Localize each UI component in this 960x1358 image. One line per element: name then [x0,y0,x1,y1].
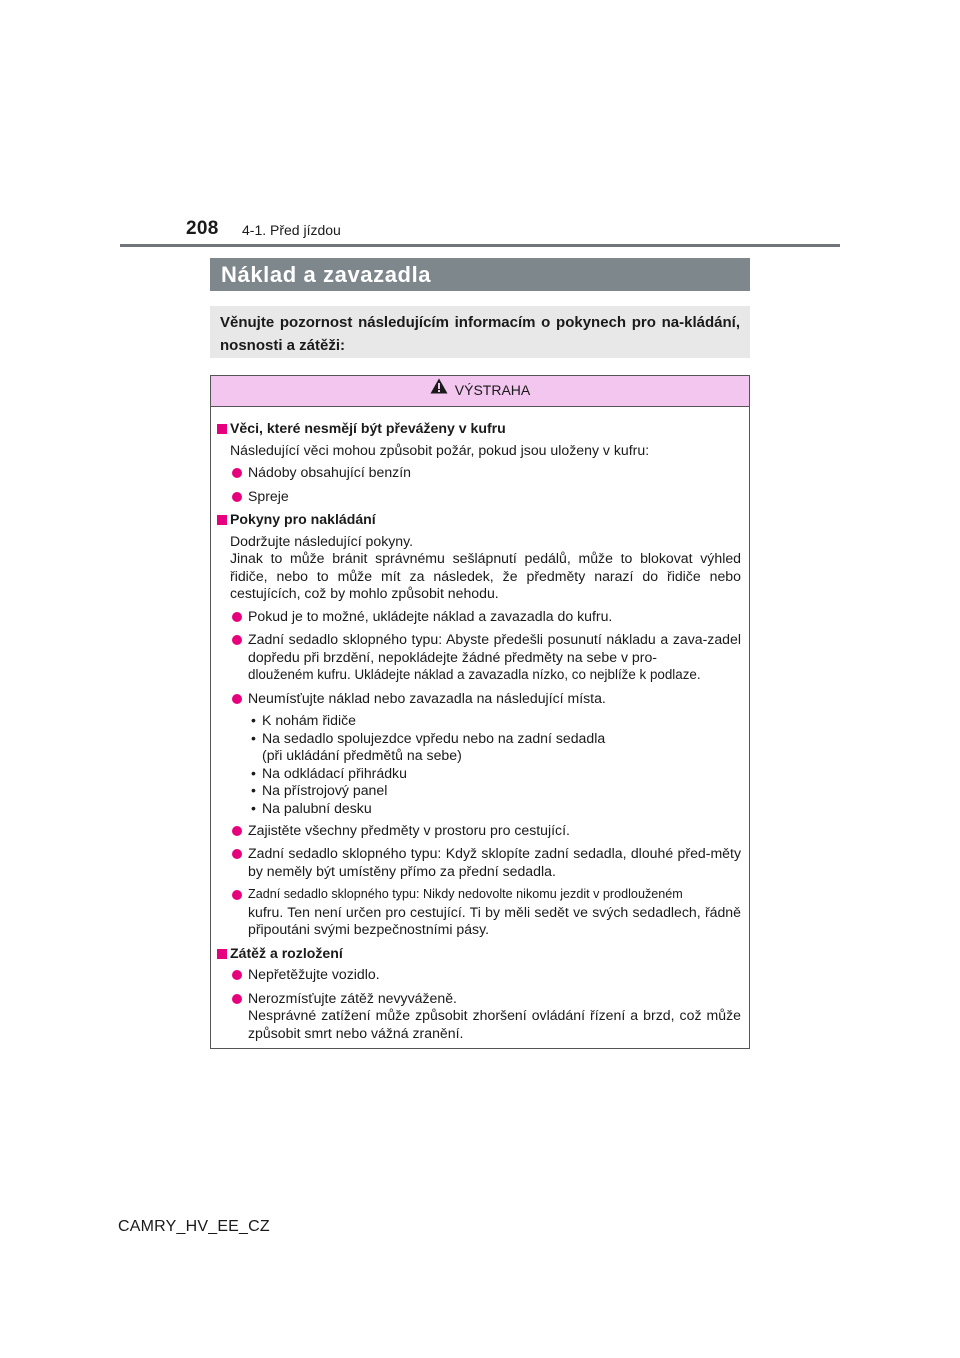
list-item-text: Nesprávné zatížení může způsobit zhoršení ovládání řízení a brzd, což může způsobit smrt nebo vážná zranění. [248,1007,741,1041]
sub-list [217,712,741,818]
circle-bullet-icon [232,994,242,1004]
list-item-text: dlouženém kufru. Ukládejte náklad a zavazadla nízko, co nejblíže k podlaze. [248,667,701,682]
section-heading [217,945,741,963]
paragraph: Následující věci mohou způsobit požár, pokud jsou uloženy v kufru: [230,441,650,458]
list-item-text: Spreje [248,487,289,504]
sub-list-item-text: K nohám řidiče [262,712,357,728]
section-heading [217,420,741,438]
heading-text: Věci, které nesmějí být převáženy v kufru [230,420,506,436]
sub-list-item: • Na sedadlo spolujezdce vpředu nebo na zadní sedadla (při ukládání předmětů na sebe) [251,729,606,764]
circle-bullet-icon [232,694,242,704]
list-item-text: Nerozmísťujte zátěž nevyváženě. [248,989,457,1006]
warning-label: VÝSTRAHA [454,382,531,398]
circle-bullet-icon [232,635,242,645]
circle-bullet-icon [232,849,242,859]
list-item [217,464,741,482]
list-item-text: Zajistěte všechny předměty v prostoru pro cestující. [248,821,570,838]
square-bullet-icon [217,424,227,434]
heading-text: Zátěž a rozložení [230,944,343,961]
warning-box [210,375,750,1049]
paragraph-line: Dodržujte následující pokyny. [230,532,414,549]
sub-list-item: • Na odkládací přihrádku [251,764,407,781]
list-item-text: Pokud je to možné, ukládejte náklad a zavazadla do kufru. [248,607,613,624]
list-item [217,822,741,840]
list-item [217,966,741,984]
list-item-text: kufru. Ten není určen pro cestující. Ti by měli sedět ve svých sedadlech, řádně připoutáni svými bezpečnostními pásy. [248,903,741,938]
circle-bullet-icon [232,612,242,622]
circle-bullet-icon [232,970,242,980]
list-item [217,990,741,1043]
circle-bullet-icon [232,826,242,836]
list-item-text: Zadní sedadlo sklopného typu: Nikdy nedovolte nikomu jezdit v prodlouženém [248,887,683,902]
square-bullet-icon [217,515,227,525]
list-item [217,690,741,708]
list-item-text: Nádoby obsahující benzín [248,464,411,480]
list-item [217,886,741,939]
header-divider [120,244,840,247]
square-bullet-icon [217,949,227,959]
circle-bullet-icon [232,492,242,502]
list-item-text: Neumísťujte náklad nebo zavazadla na následující místa. [248,689,606,706]
warning-header [211,376,749,407]
intro-text: Věnujte pozornost následujícím informacím o pokynech pro na-kládání, nosnosti a zátěži: [210,306,750,358]
sub-list-item-text: Na palubní desku [262,799,372,816]
warning-body [211,407,749,1042]
list-item-text: Zadní sedadlo sklopného typu: Abyste předešli posunutí nákladu a zava-zadel dopředu při brzdění, nepokládejte žádné předměty na sebe v pro- [248,631,741,665]
list-item-text: Nepřetěžujte vozidlo. [248,966,380,983]
section-heading [217,511,741,529]
list-item [217,608,741,626]
list-item [217,845,741,880]
sub-list-item-text: Na odkládací přihrádku [262,764,407,781]
paragraph [217,533,741,603]
heading-text: Pokyny pro nakládání [230,511,376,527]
sub-list-item-text: Na přístrojový panel [262,782,388,799]
circle-bullet-icon [232,890,242,900]
sub-list-item: • Na přístrojový panel [251,782,388,799]
circle-bullet-icon [232,468,242,478]
sub-list-item: • K nohám řidiče [251,712,357,728]
list-item [217,488,741,506]
sub-list-item-text: (při ukládání předmětů na sebe) [262,747,462,764]
paragraph-line: Jinak to může bránit správnému sešlápnutí pedálů, může to blokovat výhled řidiče, nebo to může mít za následek, že předměty narazí do řidiče nebo cestujících, což by mohlo způsobit nehodu. [230,550,741,601]
sub-list-item-text: Na sedadlo spolujezdce vpředu nebo na zadní sedadla [262,729,606,746]
sub-list-item: • Na palubní desku [251,799,372,816]
page-number: 208 [186,218,219,239]
list-item-text: Zadní sedadlo sklopného typu: Když sklopíte zadní sedadla, dlouhé před-měty by neměly být umístěny přímo za přední sedadla. [248,845,741,879]
list-item [217,631,741,684]
section-label: 4-1. Před jízdou [242,222,341,238]
document-code: CAMRY_HV_EE_CZ [118,1218,270,1235]
page-title: Náklad a zavazadla [210,258,750,291]
warning-triangle-icon [430,375,448,403]
